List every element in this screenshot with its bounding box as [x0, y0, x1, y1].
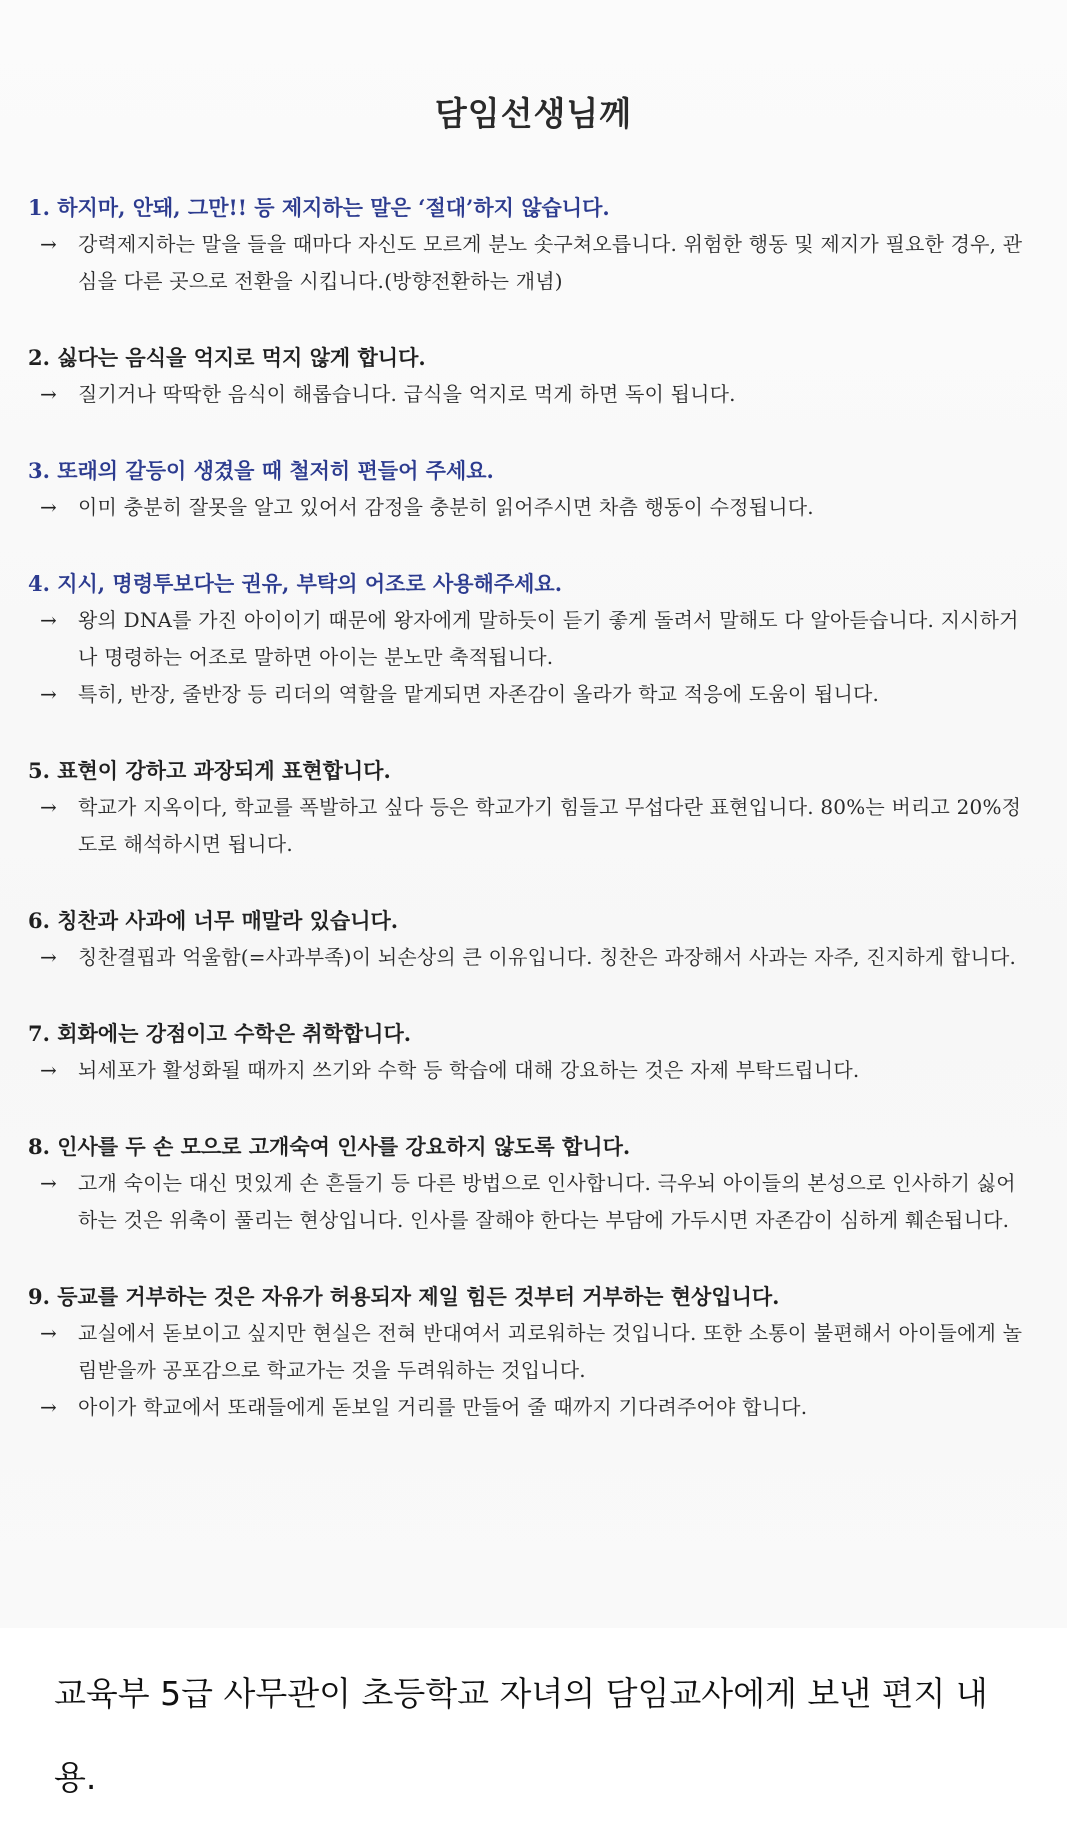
letter-items: [28, 190, 1028, 1466]
item-heading: 5. 표현이 강하고 과장되게 표현합니다.: [28, 758, 391, 783]
arrow-icon: →: [40, 382, 57, 406]
item-heading: 2. 싫다는 음식을 억지로 먹지 않게 합니다.: [28, 345, 426, 370]
arrow-icon: →: [40, 495, 57, 519]
letter-item-1: [28, 190, 1028, 300]
arrow-icon: →: [40, 1171, 57, 1195]
item-detail-text: 특히, 반장, 줄반장 등 리더의 역할을 맡게되면 자존감이 올라가 학교 적응에 도움이 됩니다.: [78, 682, 880, 706]
item-detail-text: 질기거나 딱딱한 음식이 해롭습니다. 급식을 억지로 먹게 하면 독이 됩니다.: [78, 382, 736, 406]
item-detail-text: 교실에서 돋보이고 싶지만 현실은 전혀 반대여서 괴로워하는 것입니다. 또한 소통이 불편해서 아이들에게 놀림받을까 공포감으로 학교가는 것을 두려워하는 것입니다.: [78, 1321, 1023, 1382]
item-detail: [28, 489, 1028, 526]
item-detail: [28, 1315, 1028, 1389]
item-heading: 1. 하지마, 안돼, 그만!! 등 제지하는 말은 ‘절대’하지 않습니다.: [28, 195, 610, 220]
arrow-icon: →: [40, 232, 57, 256]
item-heading: 9. 등교를 거부하는 것은 자유가 허용되자 제일 힘든 것부터 거부하는 현상입니다.: [28, 1284, 780, 1309]
post-caption: 교육부 5급 사무관이 초등학교 자녀의 담임교사에게 보낸 편지 내용.: [54, 1674, 988, 1797]
item-detail: [28, 1165, 1028, 1239]
letter-item-3: [28, 453, 1028, 526]
letter-item-5: [28, 753, 1028, 863]
item-heading: 3. 또래의 갈등이 생겼을 때 철저히 편들어 주세요.: [28, 458, 494, 483]
letter-item-4: [28, 566, 1028, 713]
item-detail-text: 아이가 학교에서 또래들에게 돋보일 거리를 만들어 줄 때까지 기다려주어야 합니다.: [78, 1395, 808, 1419]
item-detail: [28, 1389, 1028, 1426]
arrow-icon: →: [40, 1321, 57, 1345]
item-heading: 8. 인사를 두 손 모으로 고개숙여 인사를 강요하지 않도록 합니다.: [28, 1134, 631, 1159]
item-detail-text: 학교가 지옥이다, 학교를 폭발하고 싶다 등은 학교가기 힘들고 무섭다란 표현입니다. 80%는 버리고 20%정도로 해석하시면 됩니다.: [78, 795, 1022, 856]
arrow-icon: →: [40, 1395, 57, 1419]
item-detail-text: 고개 숙이는 대신 멋있게 손 흔들기 등 다른 방법으로 인사합니다. 극우뇌 아이들의 본성으로 인사하기 싫어하는 것은 위축이 풀리는 현상입니다. 인사를 잘해야 한다는 부담에 가두시면 자존감이 심하게 훼손됩니다.: [78, 1171, 1016, 1232]
letter-item-9: [28, 1279, 1028, 1426]
arrow-icon: →: [40, 1058, 57, 1082]
letter-item-8: [28, 1129, 1028, 1239]
item-detail-text: 이미 충분히 잘못을 알고 있어서 감정을 충분히 읽어주시면 차츰 행동이 수정됩니다.: [78, 495, 814, 519]
letter-title: 담임선생님께: [434, 94, 633, 133]
item-detail-text: 왕의 DNA를 가진 아이이기 때문에 왕자에게 말하듯이 듣기 좋게 돌려서 말해도 다 알아듣습니다. 지시하거나 명령하는 어조로 말하면 아이는 분노만 축적됩니다.: [78, 608, 1019, 669]
letter-item-2: [28, 340, 1028, 413]
arrow-icon: →: [40, 945, 57, 969]
arrow-icon: →: [40, 608, 57, 632]
arrow-icon: →: [40, 795, 57, 819]
letter-item-7: [28, 1016, 1028, 1089]
item-detail: [28, 602, 1028, 676]
arrow-icon: →: [40, 682, 57, 706]
item-detail: [28, 676, 1028, 713]
item-detail: [28, 226, 1028, 300]
item-heading: 6. 칭찬과 사과에 너무 매말라 있습니다.: [28, 908, 399, 933]
item-detail: [28, 939, 1028, 976]
item-heading: 7. 회화에는 강점이고 수학은 취학합니다.: [28, 1021, 412, 1046]
item-detail-text: 칭찬결핍과 억울함(=사과부족)이 뇌손상의 큰 이유입니다. 칭찬은 과장해서 사과는 자주, 진지하게 합니다.: [78, 945, 1017, 969]
item-detail-text: 뇌세포가 활성화될 때까지 쓰기와 수학 등 학습에 대해 강요하는 것은 자제 부탁드립니다.: [78, 1058, 860, 1082]
item-detail-text: 강력제지하는 말을 들을 때마다 자신도 모르게 분노 솟구쳐오릅니다. 위험한 행동 및 제지가 필요한 경우, 관심을 다른 곳으로 전환을 시킵니다.(방향전환하는 개념): [78, 232, 1023, 293]
item-detail: [28, 376, 1028, 413]
letter-item-6: [28, 903, 1028, 976]
item-heading: 4. 지시, 명령투보다는 권유, 부탁의 어조로 사용해주세요.: [28, 571, 563, 596]
item-detail: [28, 789, 1028, 863]
item-detail: [28, 1052, 1028, 1089]
